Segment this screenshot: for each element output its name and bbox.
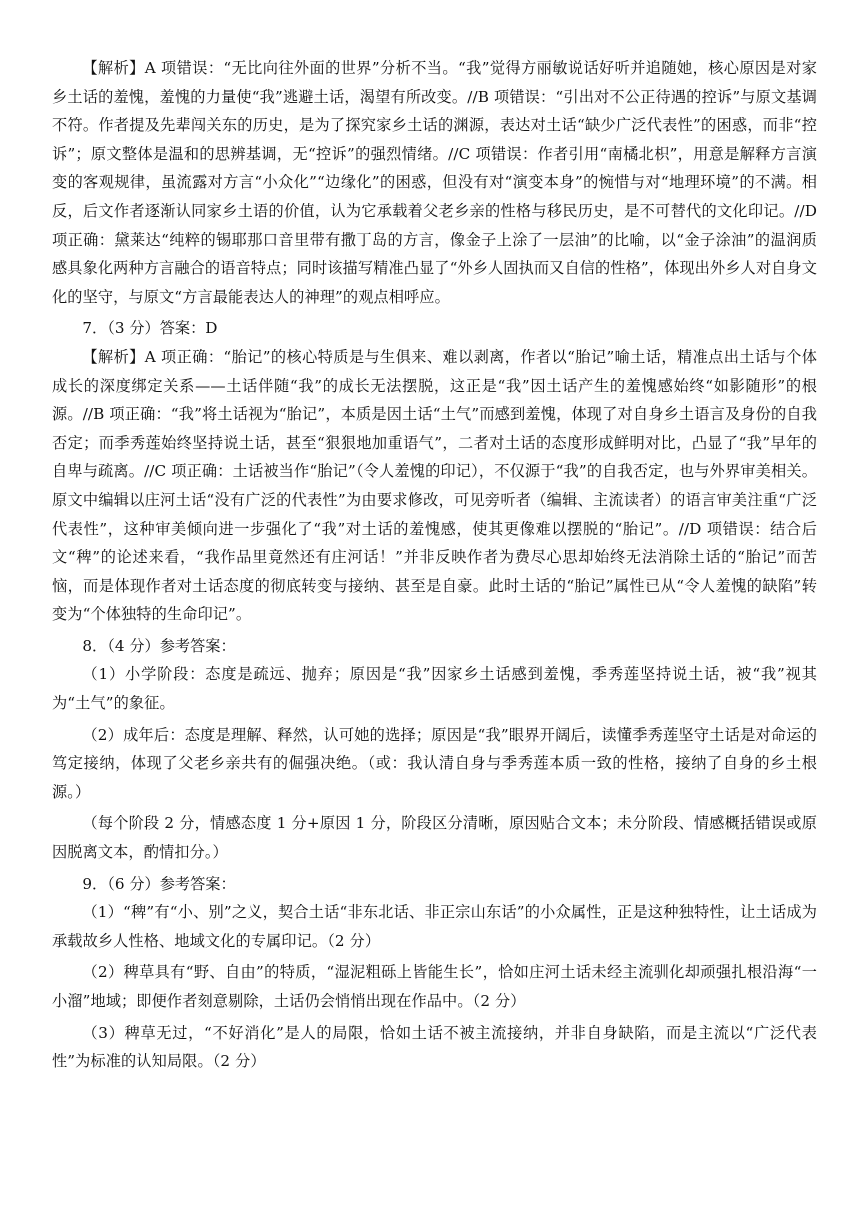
q8-scoring-note: （每个阶段 2 分，情感态度 1 分+原因 1 分，阶段区分清晰，原因贴合文本；未分阶段、情感概括错误或原因脱离文本，酌情扣分。） [52,814,817,862]
analysis-q7: 【解析】A 项正确：“胎记”的核心特质是与生俱来、难以剥离，作者以“胎记”喻土话，精准点出土话与个体成长的深度绑定关系——土话伴随“我”的成长无法摆脱，这正是“我”因土话产生的羞愧感始终“如影随形”的根源。//B 项正确：“我”将土话视为“胎记”，本质是因土话“土气”而感到羞愧，体现了对自身乡土语言及身份的自我否定；而季秀莲始终坚持说土话，甚至“狠狠地加重语气”，二者对土话的态度形成鲜明对比，凸显了“我”早年的自卑与疏离。//C 项正确：土话被当作“胎记”（令人羞愧的印记），不仅源于“我”的自我否定，也与外界审美相关。原文中编辑以庄河土话“没有广泛的代表性”为由要求修改，可见旁听者（编辑、主流读者）的语言审美注重“广泛代表性”，这种审美倾向进一步强化了“我”对土话的羞愧感，使其更像难以摆脱的“胎记”。//D 项错误：结合后文“稗”的论述来看，“我作品里竟然还有庄河话！”并非反映作者为费尽心思却始终无法消除土话的“胎记”而苦恼，而是体现作者对土话态度的彻底转变与接纳、甚至是自豪。此时土话的“胎记”属性已从“令人羞愧的缺陷”转变为“个体独特的生命印记”。 [52,347,817,624]
analysis-q6: 【解析】A 项错误：“无比向往外面的世界”分析不当。“我”觉得方丽敏说话好听并追随她，核心原因是对家乡土话的羞愧，羞愧的力量使“我”逃避土话，渴望有所改变。//B 项错误：“引出对不公正待遇的控诉”与原文基调不符。作者提及先辈闯关东的历史，是为了探究家乡土话的渊源，表达对土话“缺少广泛代表性”的困惑，而非“控诉”；原文整体是温和的思辨基调，无“控诉”的强烈情绪。//C 项错误：作者引用“南橘北枳”，用意是解释方言演变的客观规律，虽流露对方言“小众化”“边缘化”的困惑，但没有对“演变本身”的惋惜与对“地理环境”的不满。相反，后文作者逐渐认同家乡土语的价值，认为它承载着父老乡亲的性格与移民历史，是不可替代的文化印记。//D 项正确：黛莱达“纯粹的锡耶那口音里带有撒丁岛的方言，像金子上涂了一层油”的比喻，以“金子涂油”的温润质感具象化两种方言融合的语音特点；同时该描写精准凸显了“外乡人固执而又自信的性格”，体现出外乡人对自身文化的坚守，与原文“方言最能表达人的神理”的观点相呼应。 [52,59,817,306]
q9-answer-item-2: （2）稗草具有“野、自由”的特质，“湿泥粗砾上皆能生长”，恰如庄河土话未经主流驯化却顽强扎根沿海“一小溜”地域；即便作者刻意剔除，土话仍会悄悄出现在作品中。（2 分） [52,963,817,1010]
q9-answer-item-1: （1）“稗”有“小、别”之义，契合土话“非东北话、非正宗山东话”的小众属性，正是这种独特性，让土话成为承载故乡人性格、地域文化的专属印记。（2 分） [52,903,817,950]
question-8-heading: 8．（4 分）参考答案： [82,636,236,655]
q8-answer-item-1: （1）小学阶段：态度是疏远、抛弃；原因是“我”因家乡土话感到羞愧，季秀莲坚持说土话，被“我”视其为“土气”的象征。 [52,665,817,713]
q8-answer-item-2: （2）成年后：态度是理解、释然，认可她的选择；原因是“我”眼界开阔后，读懂季秀莲坚守土话是对命运的笃定接纳，体现了父老乡亲共有的倔强决绝。（或：我认清自身与季秀莲本质一致的性格，接纳了自身的乡土根源。） [52,725,817,801]
question-7-heading: 7．（3 分）答案：D [82,319,218,338]
q9-answer-item-3: （3）稗草无过，“不好消化”是人的局限，恰如土话不被主流接纳，并非自身缺陷，而是主流以“广泛代表性”为标准的认知局限。（2 分） [52,1023,817,1071]
question-9-heading: 9．（6 分）参考答案： [82,874,236,893]
